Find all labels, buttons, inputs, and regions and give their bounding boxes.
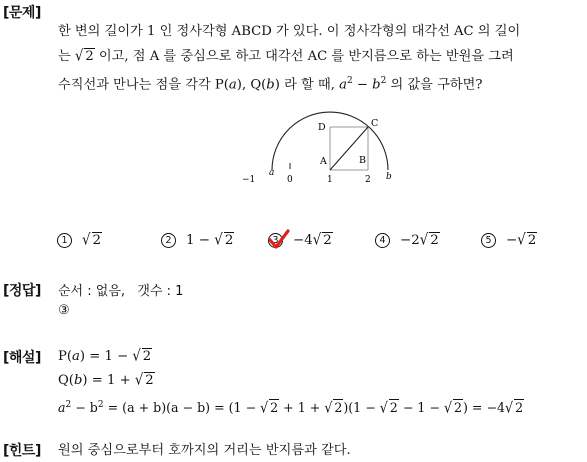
choice-number: 5 [481, 233, 496, 248]
choice-4[interactable]: 4 −2√ 2 [375, 233, 440, 248]
problem-line-3: 수직선과 만나는 점을 각각 P(a), Q(b) 라 할 때, $a^2 - b^2$ 의 값을 구하면? [58, 76, 483, 93]
sqrt-symbol: √ 2 [443, 398, 462, 417]
sqrt-symbol: √ 2 [74, 47, 94, 65]
choice-number: 1 [57, 233, 72, 248]
problem-label: [문제] [3, 5, 41, 21]
problem-line-2: 는 √ 2 이고, 점 A 를 중심으로 하고 대각선 AC 를 반지름으로 하는 반원을 그려 [58, 45, 520, 70]
answer-count: 갯수 : 1 [137, 284, 184, 299]
choice-2[interactable]: 2 1 − √ 2 [161, 233, 234, 248]
choice-number: 2 [161, 233, 176, 248]
label-b-point: B [359, 155, 366, 166]
problem-line-1: 한 변의 길이가 1 인 정사각형 ABCD 가 있다. 이 정사각형의 대각선 AC 의 길이 [58, 24, 521, 39]
label-one: 1 [327, 175, 333, 185]
sqrt-symbol: √ 2 [132, 347, 152, 366]
hint-text: 원의 중심으로부터 호까지의 거리는 반지름과 같다. [58, 443, 351, 458]
label-d: D [318, 122, 326, 133]
explanation-label: [해설] [3, 350, 41, 366]
answer-label: [정답] [3, 283, 41, 299]
choice-number: 4 [375, 233, 390, 248]
label-a: A [320, 156, 327, 167]
semicircle-figure [232, 105, 412, 190]
sqrt-symbol: √ 2 [82, 231, 102, 250]
choice-3[interactable]: 3 −4√ 2 [268, 233, 333, 248]
check-mark-icon [267, 228, 291, 250]
label-a-var: a [269, 168, 275, 178]
sqrt-symbol: √ 2 [324, 398, 343, 417]
choice-1[interactable] [57, 233, 102, 248]
choice-number: 3 [268, 233, 283, 248]
explanation-line-2: Q(b) = 1 + √ 2 [58, 369, 524, 393]
label-two: 2 [365, 175, 371, 185]
label-neg1: −1 [242, 175, 256, 185]
sqrt-symbol: √ 2 [419, 231, 439, 250]
sqrt-symbol: √ 2 [134, 371, 154, 390]
answer-meta [58, 280, 183, 299]
problem-text [58, 20, 520, 98]
sqrt-symbol: √ 2 [260, 398, 279, 417]
sqrt-symbol: √ 2 [505, 398, 524, 417]
label-c: C [371, 118, 379, 129]
explanation-line-3: $a^2 - b^2 = (a + b)(a - b) = (1$ − √ 2 + 1 + √ 2)(1 − √ 2 − 1 − √ 2) = −4√ 2 [58, 393, 524, 420]
answer-order: 순서 : 없음, [58, 284, 126, 299]
label-zero: 0 [287, 175, 293, 185]
choice-5[interactable]: 5 −√ 2 [481, 233, 537, 248]
explanation-line-1: P(a) = 1 − √ 2 [58, 345, 524, 369]
sqrt-symbol: √ 2 [517, 231, 537, 250]
sqrt-symbol: √ 2 [379, 398, 398, 417]
label-b-var: b [386, 172, 392, 182]
sqrt-symbol: √ 2 [214, 231, 234, 250]
sqrt-symbol: √ 2 [312, 231, 332, 250]
answer-choice: ③ [58, 303, 70, 318]
hint-label: [힌트] [3, 443, 41, 459]
explanation-text [58, 345, 524, 420]
